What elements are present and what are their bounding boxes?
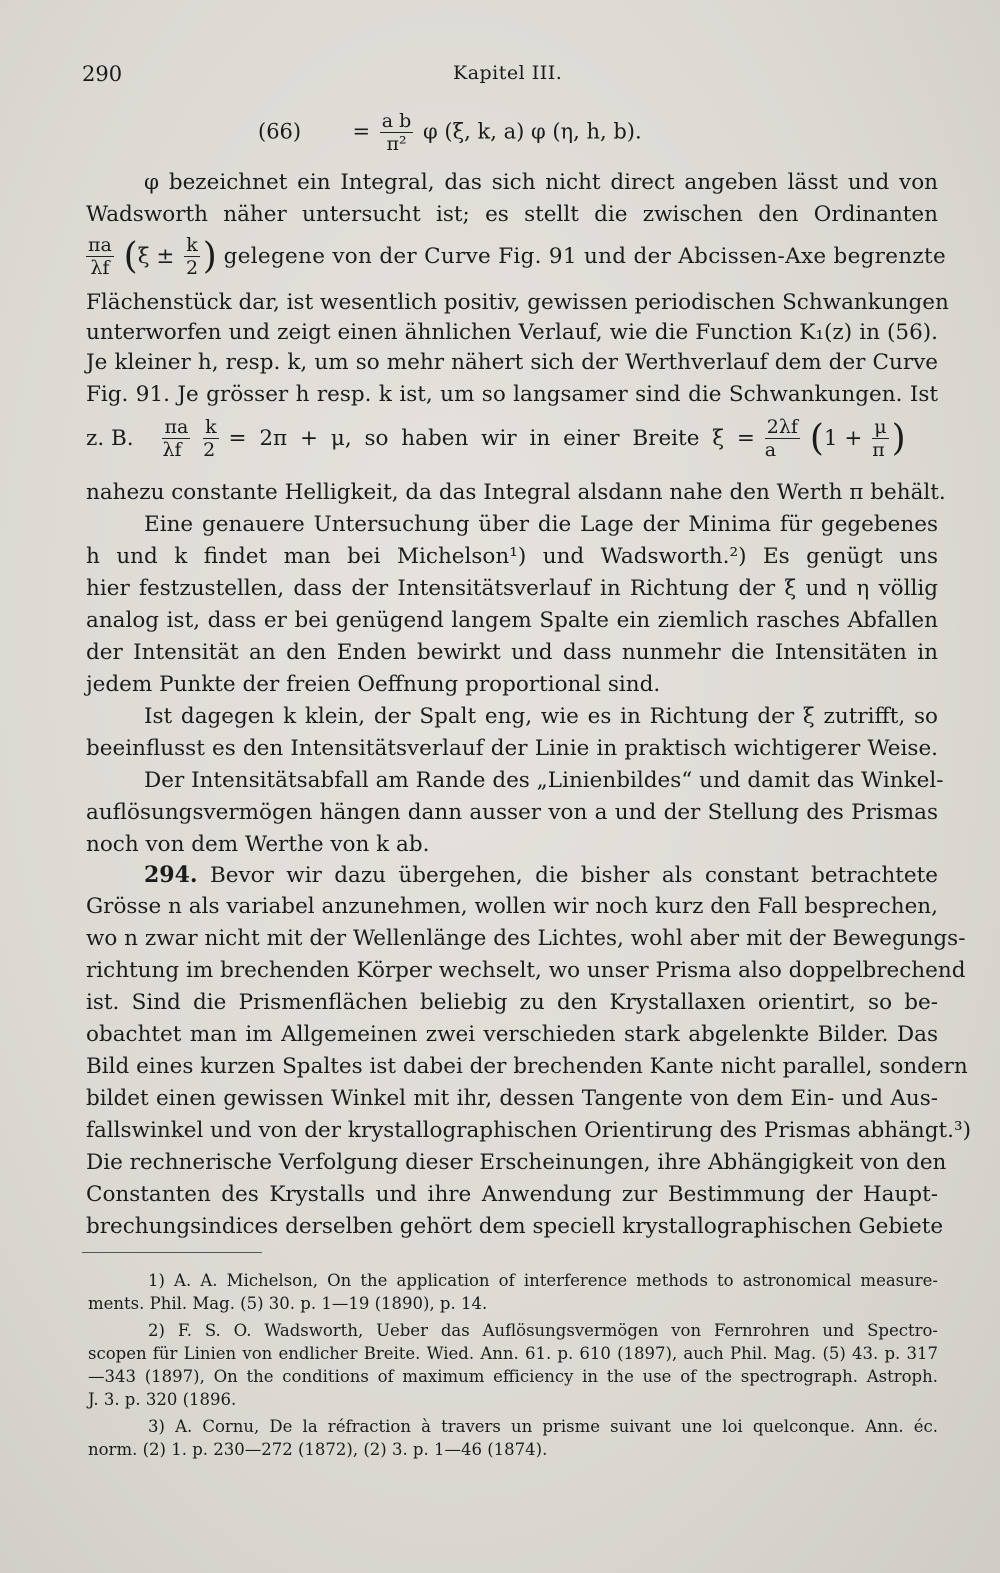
math-fraction: $\frac{2\lambda f}{a}$ [764,416,798,461]
math-fraction: $\frac{\mu}{\pi}$ [872,416,887,461]
section-number: 294. [144,862,198,888]
equation-rhs: φ (ξ, k, a) φ (η, h, b). [423,119,642,144]
text-line: der Intensität an den Enden bewirkt und dass nunmehr die Intensitäten in [86,640,938,665]
text-line: noch von dem Werthe von k ab. [86,832,430,857]
text-line: fallswinkel und von der krystallographischen Orientirung des Prismas abhängt.³) [86,1118,971,1143]
text-line: beeinflusst es den Intensitätsverlauf der Linie in praktisch wichtigerer Weise. [86,736,938,761]
text-line: Fig. 91. Je grösser h resp. k ist, um so langsamer sind die Schwankungen. Ist [86,382,938,407]
running-header: Kapitel III. [453,62,563,84]
math-fraction: $\frac{\pi a}{\lambda f}$ [162,416,189,461]
footnote-line: ments. Phil. Mag. (5) 30. p. 1—19 (1890), p. 14. [88,1294,488,1313]
footnote-line: 1) A. A. Michelson, On the application of interference methods to astronomical measure- [148,1271,938,1290]
text-line: Ist dagegen k klein, der Spalt eng, wie es in Richtung der ξ zutrifft, so [144,704,938,729]
text-line: Bild eines kurzen Spaltes ist dabei der brechenden Kante nicht parallel, sondern [86,1054,968,1079]
text-line-section-294: 294. Bevor wir dazu übergehen, die bisher als constant betrachtete [144,862,938,888]
footnote-line: norm. (2) 1. p. 230—272 (1872), (2) 3. p. 1—46 (1874). [88,1440,548,1459]
text-line: Die rechnerische Verfolgung dieser Erscheinungen, ihre Abhängigkeit von den [86,1150,947,1175]
text-line: Eine genauere Untersuchung über die Lage der Minima für gegebenes [144,512,938,537]
text-line: bildet einen gewissen Winkel mit ihr, dessen Tangente von dem Ein- und Aus- [86,1086,938,1111]
footnote-line: scopen für Linien von endlicher Breite. Wied. Ann. 61. p. 610 (1897), auch Phil. Mag. (5) 43. p. 317 [88,1344,938,1363]
text-line: Grösse n als variabel anzunehmen, wollen wir noch kurz den Fall besprechen, [86,894,938,919]
text-line: ist. Sind die Prismenflächen beliebig zu den Krystallaxen orientirt, so be- [86,990,938,1015]
text-line: φ bezeichnet ein Integral, das sich nicht direct angeben lässt und von [144,170,938,195]
page-number: 290 [82,62,123,86]
equation-equals: = [352,119,371,144]
text-line: richtung im brechenden Körper wechselt, wo unser Prisma also doppelbrechend [86,958,966,983]
text-line: unterworfen und zeigt einen ähnlichen Verlauf, wie die Function K₁(z) in (56). [86,320,938,345]
footnote-line: 2) F. S. O. Wadsworth, Ueber das Auflösungsvermögen von Fernrohren und Spectro- [148,1321,938,1340]
math-fraction: $\frac{k}{2}$ [203,416,217,461]
footnote-line: —343 (1897), On the conditions of maximum efficiency in the use of the spectrograph. Astroph. [88,1367,938,1386]
text-line: h und k findet man bei Michelson¹) und Wadsworth.²) Es genügt uns [86,544,938,569]
text-line: analog ist, dass er bei genügend langem Spalte ein ziemlich rasches Abfallen [86,608,938,633]
footnote-line: 3) A. Cornu, De la réfraction à travers un prisme suivant une loi quelconque. Ann. éc. [148,1417,938,1436]
text-line: obachtet man im Allgemeinen zwei verschieden stark abgelenkte Bilder. Das [86,1022,938,1047]
text-line-ordinates: $\frac{\pi a}{\lambda f}$ (ξ ± $\frac{k}{2}$ ) gelegene von der Curve Fig. 91 und der Abcissen-Axe begrenzte [88,234,947,279]
text-line-zb: z. B. $\frac{\pi a}{\lambda f}$ $\frac{k}{2}$ = 2π + μ, so haben wir in einer Breite ξ = $\frac{2\lambda f}{a}$ (1 + $\frac{\mu}{\pi}$ ) [86,416,906,461]
math-fraction: $\frac{\pi a}{\lambda f}$ [88,234,112,279]
math-fraction: $\frac{k}{2}$ [185,234,199,279]
footnote-divider [82,1252,262,1253]
text-line: Je kleiner h, resp. k, um so mehr nähert sich der Werthverlauf dem der Curve [86,350,938,375]
text-line: Flächenstück dar, ist wesentlich positiv, gewissen periodischen Schwankungen [86,290,949,315]
text-line: Wadsworth näher untersucht ist; es stellt die zwischen den Ordinanten [86,202,938,227]
text-line: brechungsindices derselben gehört dem speciell krystallographischen Gebiete [86,1214,944,1239]
text-line: Der Intensitätsabfall am Rande des „Linienbildes“ und damit das Winkel- [144,768,944,793]
text-line: auflösungsvermögen hängen dann ausser von a und der Stellung des Prismas [86,800,938,825]
footnote-line: J. 3. p. 320 (1896. [88,1390,237,1409]
equation-label: (66) [258,119,302,144]
text-line: hier festzustellen, dass der Intensitätsverlauf in Richtung der ξ und η völlig [86,576,938,601]
text-line: wo n zwar nicht mit der Wellenlänge des Lichtes, wohl aber mit der Bewegungs- [86,926,966,951]
equation-66 [258,112,642,154]
text-line: Constanten des Krystalls und ihre Anwendung zur Bestimmung der Haupt- [86,1182,938,1207]
text-line: nahezu constante Helligkeit, da das Integral alsdann nahe den Werth π behält. [86,480,946,505]
text-line: jedem Punkte der freien Oeffnung proportional sind. [86,672,661,697]
equation-fraction: $\frac{\text{a b}}{\text{π²}}$ [381,110,412,155]
